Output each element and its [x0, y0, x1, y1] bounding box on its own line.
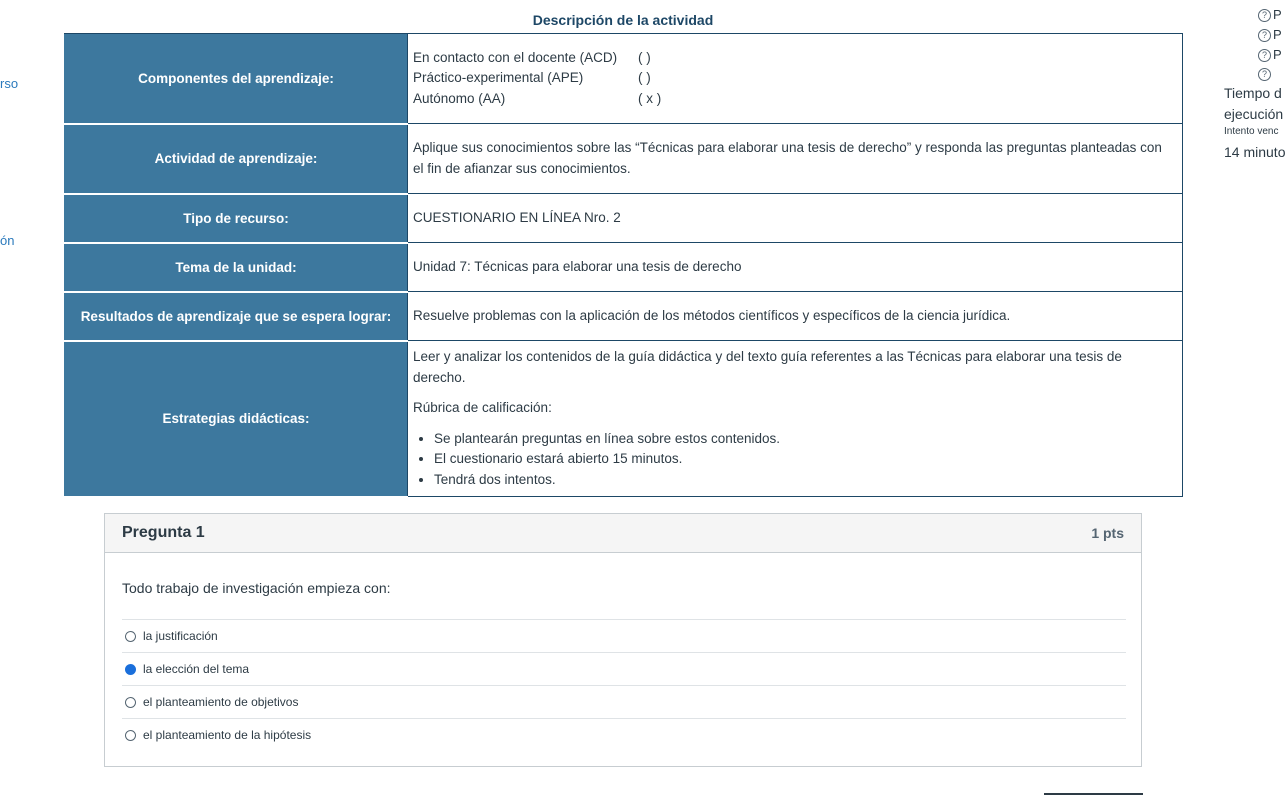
label-actividad: Actividad de aprendizaje: [65, 124, 408, 194]
rubric-item: • Se plantearán preguntas en línea sobre estos contenidos. [434, 429, 1172, 450]
component-mark: ( x ) [638, 90, 662, 106]
row-componentes [65, 34, 1183, 124]
rubric-item: • El cuestionario estará abierto 15 minutos. [434, 449, 1172, 470]
component-mark: ( ) [638, 49, 651, 65]
nav-link-fragment[interactable]: rso [0, 76, 19, 91]
time-value: 14 minuto [1224, 144, 1285, 160]
time-label: Tiempo d [1224, 85, 1282, 101]
value-componentes [408, 34, 1183, 124]
question-link[interactable] [1258, 66, 1273, 80]
question-text: Todo trabajo de investigación empieza con: [122, 580, 391, 596]
answer-label: el planteamiento de la hipótesis [143, 728, 312, 742]
attempt-due-label: Intento venc [1224, 126, 1279, 137]
rubric-label: Rúbrica de calificación: [413, 400, 552, 415]
question-title: Pregunta 1 [122, 524, 205, 541]
rubric-list [413, 429, 1172, 491]
question-header [105, 514, 1141, 553]
radio-button[interactable] [125, 697, 136, 708]
component-mark: ( ) [638, 70, 651, 86]
question-mark-icon: ? [1258, 29, 1271, 42]
answer-option[interactable] [122, 718, 1126, 751]
label-tema: Tema de la unidad: [65, 243, 408, 292]
activity-description-table [64, 33, 1183, 498]
row-tipo [65, 194, 1183, 243]
row-estrategias [65, 341, 1183, 497]
label-tipo: Tipo de recurso: [65, 194, 408, 243]
answer-option[interactable] [122, 619, 1126, 652]
value-estrategias [408, 341, 1183, 497]
row-resultados [65, 292, 1183, 341]
question-link[interactable]: ? P [1258, 47, 1282, 62]
value-tema: Unidad 7: Técnicas para elaborar una tesis de derecho [408, 243, 1183, 292]
component-name: En contacto con el docente (ACD) [413, 49, 618, 65]
strategy-intro: Leer y analizar los contenidos de la guía didáctica y del texto guía referentes a las Técnicas para elaborar una tesis de derecho. [413, 349, 1122, 385]
answer-label: la justificación [143, 629, 218, 643]
answer-label: el planteamiento de objetivos [143, 695, 299, 709]
radio-button[interactable] [125, 631, 136, 642]
label-componentes: Componentes del aprendizaje: [65, 34, 408, 124]
question-link[interactable]: ? P [1258, 7, 1282, 22]
answer-label: la elección del tema [143, 662, 250, 676]
value-actividad: Aplique sus conocimientos sobre las “Técnicas para elaborar una tesis de derecho” y responda las preguntas planteadas con el fin de afianzar sus conocimientos. [408, 124, 1183, 194]
quiz-sidebar [1220, 0, 1285, 795]
answer-list [122, 619, 1126, 751]
time-label-cont: ejecución [1224, 106, 1284, 122]
label-resultados: Resultados de aprendizaje que se espera lograr: [65, 292, 408, 341]
nav-link-fragment[interactable]: ón [0, 233, 15, 248]
activity-description-title: Descripción de la actividad [532, 12, 714, 28]
answer-option[interactable] [122, 685, 1126, 718]
question-mark-icon: ? [1258, 9, 1271, 22]
answer-option[interactable] [122, 652, 1126, 685]
component-name: Autónomo (AA) [413, 90, 506, 106]
row-actividad [65, 124, 1183, 194]
component-name: Práctico-experimental (APE) [413, 70, 584, 86]
rubric-item: • Tendrá dos intentos. [434, 470, 1172, 491]
question-card [104, 513, 1142, 767]
question-mark-icon: ? [1258, 49, 1271, 62]
question-link[interactable]: ? P [1258, 27, 1282, 42]
question-points: 1 pts [1091, 525, 1124, 541]
question-mark-icon: ? [1258, 68, 1271, 81]
row-tema [65, 243, 1183, 292]
value-resultados: Resuelve problemas con la aplicación de los métodos científicos y específicos de la ciencia jurídica. [408, 292, 1183, 341]
value-tipo: CUESTIONARIO EN LÍNEA Nro. 2 [408, 194, 1183, 243]
radio-button[interactable] [125, 730, 136, 741]
label-estrategias: Estrategias didácticas: [65, 341, 408, 497]
radio-button-selected[interactable] [125, 664, 136, 675]
left-course-nav [0, 0, 40, 795]
